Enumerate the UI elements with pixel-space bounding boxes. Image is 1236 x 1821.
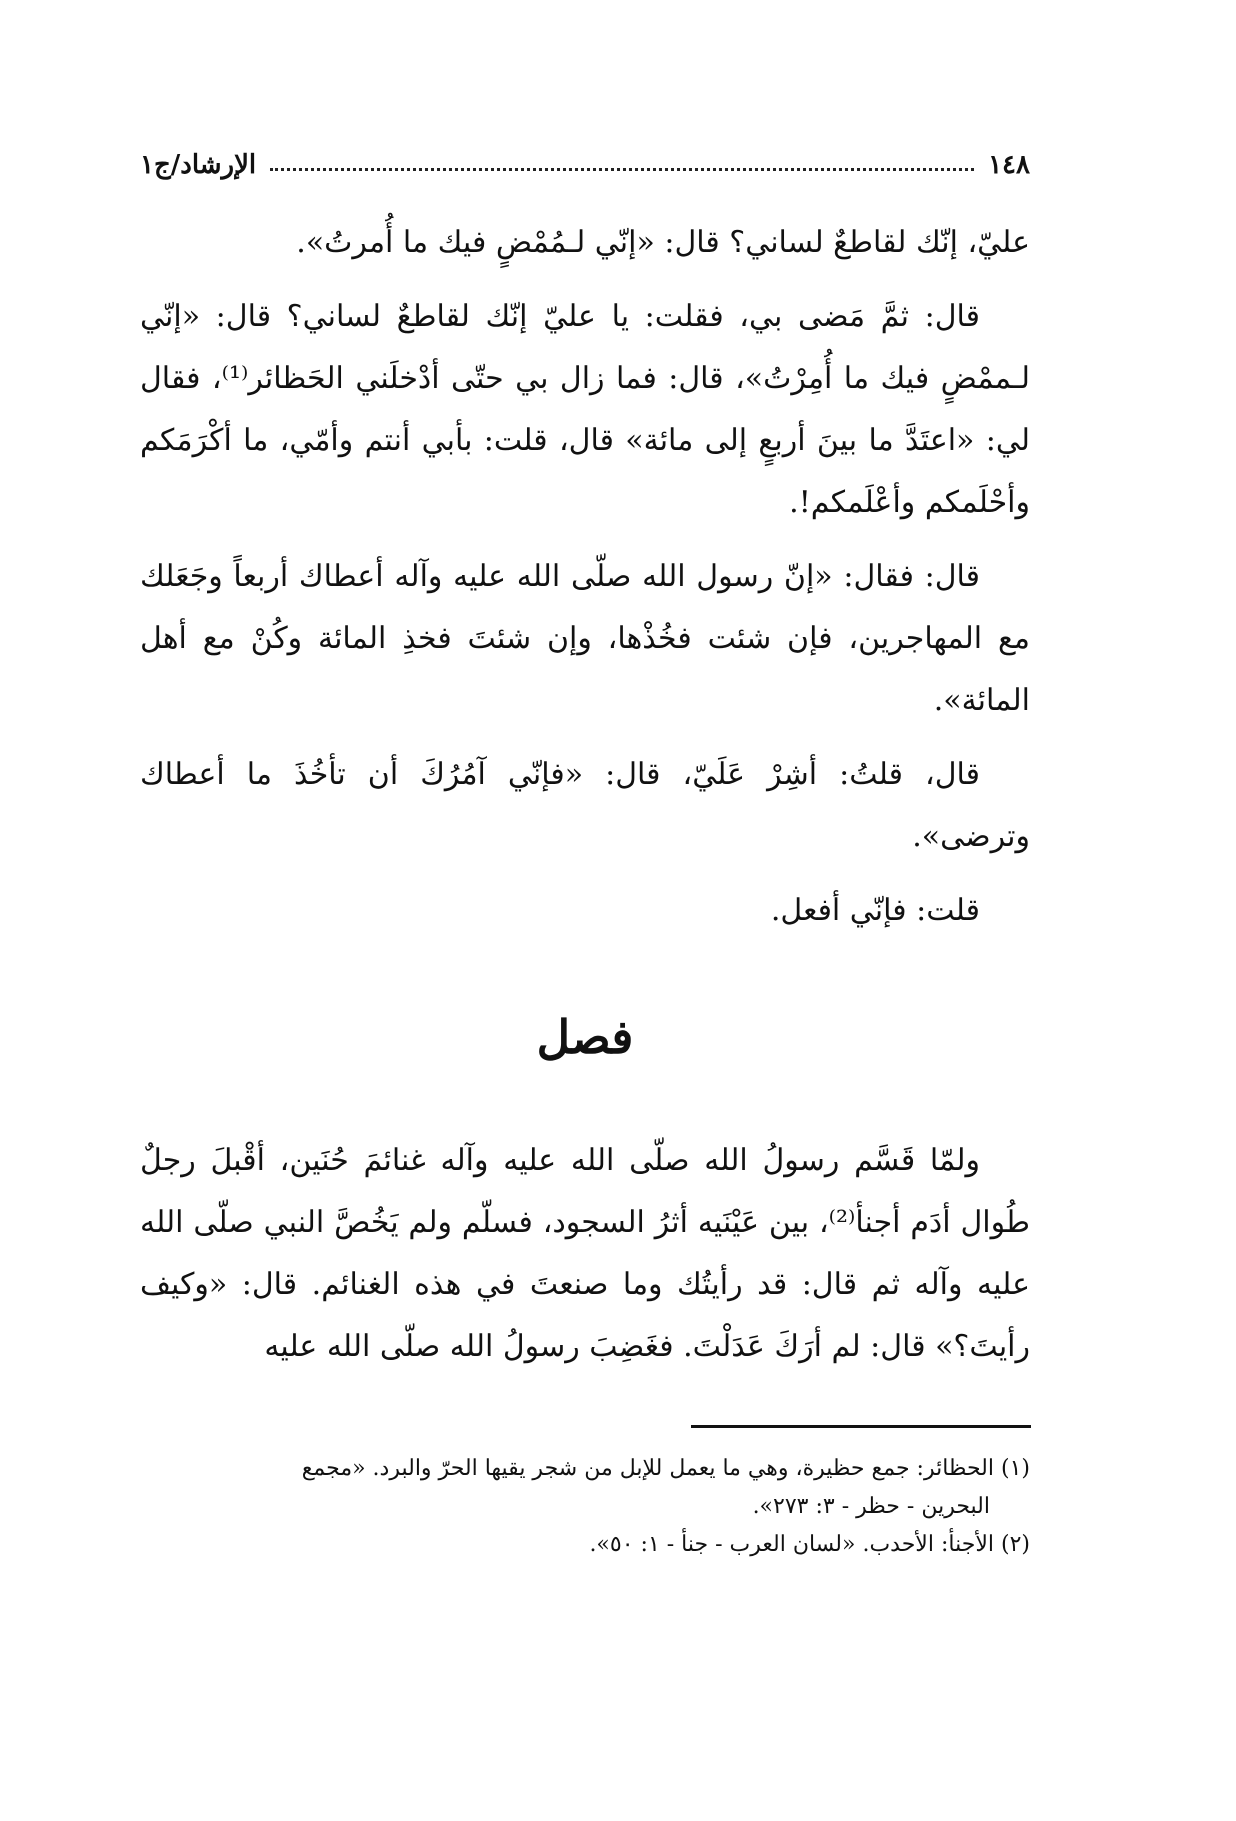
footnote-text: الحظائر: جمع حظيرة، وهي ما يعمل للإبل من شجر يقيها الحرّ والبرد. «مجمع (301, 1456, 994, 1481)
footnotes (140, 1450, 1030, 1564)
paragraph-3: قال: فقال: «إنّ رسول الله صلّى الله عليه وآله أعطاك أربعاً وجَعَلك مع المهاجرين، فإن شئت فخُذْها، وإن شئتَ فخذِ المائة وكُنْ مع أهل المائة». (140, 559, 1030, 718)
running-header (140, 150, 1030, 180)
paragraph-5: قلت: فإنّي أفعل. (770, 893, 980, 928)
footnote-text: الأجنأ: الأحدب. «لسان العرب - جنأ - ١: ٥٠». (589, 1532, 994, 1557)
footnote-2 (140, 1526, 1030, 1564)
section-text (140, 1130, 1030, 1378)
section-heading: فصل (536, 1010, 634, 1064)
paragraph-1: عليّ، إنّك لقاطعٌ لساني؟ قال: «إنّي لـمُمْضٍ فيك ما أُمرتُ». (296, 225, 1030, 260)
main-text (140, 212, 1030, 954)
paragraph-2: قال: ثمَّ مَضى بي، فقلت: يا عليّ إنّك لقاطعٌ لساني؟ قال: «إنّي لـممْضٍ فيك ما أُمِرْتُ»، قال: فما زال بي حتّى أدْخلَني الحَظائر⁽¹⁾، فقال لي: «اعتَدَّ ما بينَ أربعٍ إلى مائة» قال، قلت: بأبي أنتم وأمّي، ما أكْرَمَكم وأحْلَمكم وأعْلَمكم!. (140, 299, 1030, 520)
page-number: ١٤٨ (988, 150, 1030, 180)
paragraph-4: قال، قلتُ: أشِرْ عَلَيّ، قال: «فإنّي آمُرُكَ أن تأخُذَ ما أعطاك وترضى». (140, 757, 1030, 854)
footnote-1 (140, 1450, 1030, 1488)
footnote-separator (691, 1425, 1031, 1428)
footnote-marker: (١) (1000, 1456, 1030, 1481)
section-paragraph: ولمّا قَسَّم رسولُ الله صلّى الله عليه وآله غنائمَ حُنَين، أقْبلَ رجلٌ طُوال أدَم أجنأ⁽²⁾، بين عَيْنَيه أثرُ السجود، فسلّم ولم يَخُصَّ النبي صلّى الله عليه وآله ثم قال: قد رأيتُك وما صنعتَ في هذه الغنائم. قال: «وكيف رأيتَ؟» قال: لم أرَكَ عَدَلْتَ. فغَضِبَ رسولُ الله صلّى الله عليه (140, 1143, 1030, 1364)
header-dotted-leader (270, 168, 974, 171)
book-title: الإرشاد/ج١ (140, 150, 257, 180)
footnote-marker: (٢) (1000, 1532, 1030, 1557)
footnote-1-continuation: البحرين - حظر - ٣: ٢٧٣». (752, 1494, 990, 1519)
